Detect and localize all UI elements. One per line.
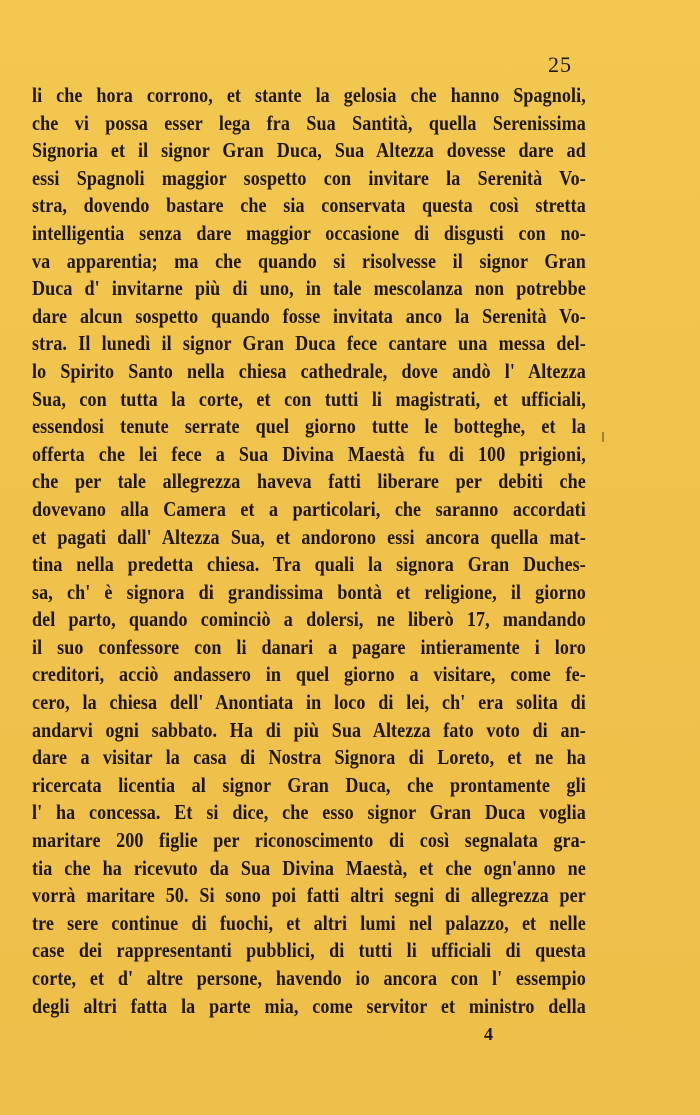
- text-line: ricercata licentia al signor Gran Duca, che prontamente gli: [32, 772, 586, 797]
- text-line: tia che ha ricevuto da Sua Divina Maestà, et che ogn'anno ne: [32, 855, 586, 880]
- text-line: vorrà maritare 50. Si sono poi fatti altri segni di allegrezza per: [32, 883, 586, 908]
- text-line: che per tale allegrezza haveva fatti liberare per debiti che: [32, 469, 586, 494]
- text-line: andarvi ogni sabbato. Ha di più Sua Altezza fato voto di an-: [32, 717, 586, 742]
- text-line: et pagati dall' Altezza Sua, et andorono essi ancora quella mat-: [32, 524, 586, 549]
- text-line: case dei rappresentanti pubblici, di tutti li ufficiali di questa: [32, 938, 586, 963]
- text-line: che vi possa esser lega fra Sua Santità, quella Serenissima: [32, 110, 586, 135]
- text-line: Signoria et il signor Gran Duca, Sua Altezza dovesse dare ad: [32, 138, 586, 163]
- text-line: intelligentia senza dare maggior occasione di disgusti con no-: [32, 220, 586, 245]
- signature-mark: 4: [484, 1024, 493, 1044]
- text-line: essendosi tenute serrate quel giorno tutte le botteghe, et la: [32, 414, 586, 439]
- text-line: Sua, con tutta la corte, et con tutti li magistrati, et ufficiali,: [32, 386, 586, 411]
- text-line: Duca d' invitarne più di uno, in tale mescolanza non potrebbe: [32, 276, 586, 301]
- text-line: dovevano alla Camera et a particolari, che saranno accordati: [32, 496, 586, 521]
- text-line: il suo confessore con li danari a pagare intieramente i loro: [32, 634, 586, 659]
- text-line: lo Spirito Santo nella chiesa cathedrale, dove andò l' Altezza: [32, 358, 586, 383]
- text-line: cero, la chiesa dell' Anontiata in loco di lei, ch' era solita di: [32, 690, 586, 715]
- text-line: l' ha concessa. Et si dice, che esso signor Gran Duca voglia: [32, 800, 586, 825]
- text-line: li che hora corrono, et stante la gelosia che hanno Spagnoli,: [32, 83, 586, 107]
- text-line: corte, et d' altre persone, havendo io ancora con l' essempio: [32, 966, 586, 990]
- text-line: creditori, acciò andassero in quel giorno a visitare, come fe-: [32, 662, 586, 687]
- page-number: 25: [548, 52, 572, 77]
- text-line: dare a visitar la casa di Nostra Signora di Loreto, et ne ha: [32, 745, 586, 770]
- text-line: offerta che lei fece a Sua Divina Maestà fu di 100 prigioni,: [32, 441, 586, 466]
- text-line: del parto, quando cominciò a dolersi, ne liberò 17, mandando: [32, 607, 586, 632]
- text-line: dare alcun sospetto quando fosse invitata anco la Serenità Vo-: [32, 303, 586, 328]
- text-line: tina nella predetta chiesa. Tra quali la signora Gran Duches-: [32, 552, 586, 577]
- body-text: [32, 82, 586, 1020]
- text-line: degli altri fatta la parte mia, come servitor et ministro della: [32, 993, 586, 1018]
- text-line: tre sere continue di fuochi, et altri lumi nel palazzo, et nelle: [32, 910, 586, 935]
- margin-mark: [602, 432, 604, 442]
- text-line: essi Spagnoli maggior sospetto con invitare la Serenità Vo-: [32, 165, 586, 190]
- text-line: sa, ch' è signora di grandissima bontà et religione, il giorno: [32, 579, 586, 604]
- text-line: stra, dovendo bastare che sia conservata questa così stretta: [32, 193, 586, 218]
- text-line: maritare 200 figlie per riconoscimento di così segnalata gra-: [32, 828, 586, 853]
- text-line: stra. Il lunedì il signor Gran Duca fece cantare una messa del-: [32, 331, 586, 356]
- text-line: va apparentia; ma che quando si risolvesse il signor Gran: [32, 248, 586, 273]
